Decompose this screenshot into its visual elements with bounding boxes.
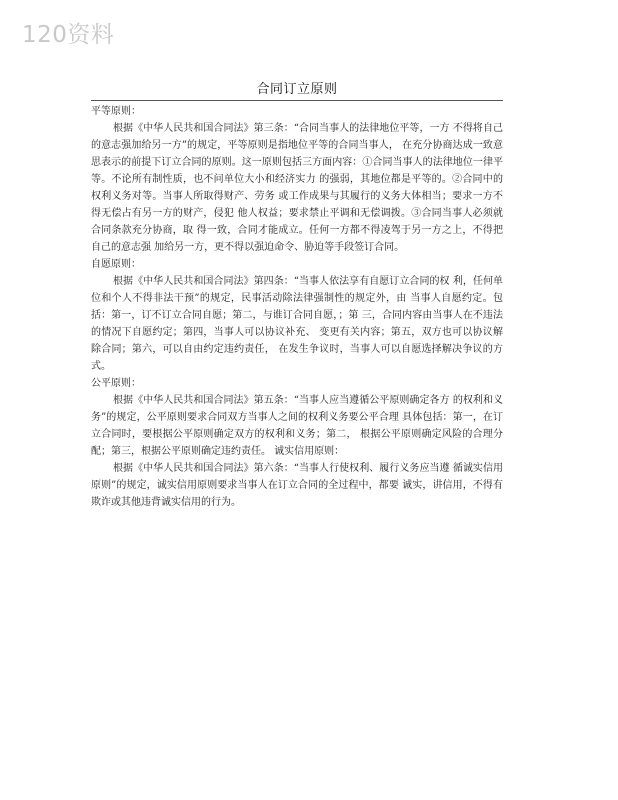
section-paragraph: 根据《中华人民共和国合同法》第四条：“当事人依法享有自愿订立合同的权 利，任何单位和个人不得非法干预”的规定，民事活动除法律强制性的规定外，由 当事人自愿约定。包括：第一，订不订立合同自愿；第二，与谁订合同自愿，；第 三，合同内容由当事人在不违法的情况下自愿约定；第四，当事人可以协议补充、 变更有关内容；第五，双方也可以协议解除合同；第六，可以自由约定违约责任， 在发生争议时，当事人可以自愿选择解决争议的方式。	[91, 276, 503, 372]
watermark-logo: 120资料	[22, 22, 115, 48]
section-heading: 公平原则：	[91, 378, 141, 389]
section-heading: 自愿原则：	[91, 259, 141, 270]
section-heading: 平等原则：	[91, 106, 141, 117]
section-paragraph: 根据《中华人民共和国合同法》第六条：“当事人行使权利、履行义务应当遵 循诚实信用原则”的规定，诚实信用原则要求当事人在订立合同的全过程中，都要 诚实，讲信用，不得有欺诈或其他违背诚实信用的行为。	[91, 463, 503, 508]
section-fairness	[91, 375, 503, 511]
document-title: 合同订立原则	[91, 78, 503, 101]
section-voluntariness	[91, 256, 503, 375]
section-equality	[91, 103, 503, 256]
document-page	[91, 78, 503, 511]
section-paragraph: 根据《中华人民共和国合同法》第三条：“合同当事人的法律地位平等，一方 不得将自己的意志强加给另一方”的规定，平等原则是指地位平等的合同当事人， 在充分协商达成一致意思表示的前提下订立合同的原则。这一原则包括三方面内容：①合同当事人的法律地位一律平等。不论所有制性质，也不问单位大小和经济实力 的强弱，其地位都是平等的。②合同中的权利义务对等。当事人所取得财产、劳务 或工作成果与其履行的义务大体相当；要求一方不得无偿占有另一方的财产，侵犯 他人权益；要求禁止平调和无偿调拨。③合同当事人必须就合同条款充分协商，取 得一致，合同才能成立。任何一方都不得凌驾于另一方之上，不得把自己的意志强 加给另一方，更不得以强迫命令、胁迫等手段签订合同。	[91, 123, 503, 253]
section-paragraph: 根据《中华人民共和国合同法》第五条：“当事人应当遵循公平原则确定各方 的权利和义务”的规定，公平原则要求合同双方当事人之间的权利义务要公平合理 具体包括：第一，在订立合同时，要根据公平原则确定双方的权利和义务；第二， 根据公平原则确定风险的合理分配；第三，根据公平原则确定违约责任。 诚实信用原则：	[91, 395, 503, 457]
